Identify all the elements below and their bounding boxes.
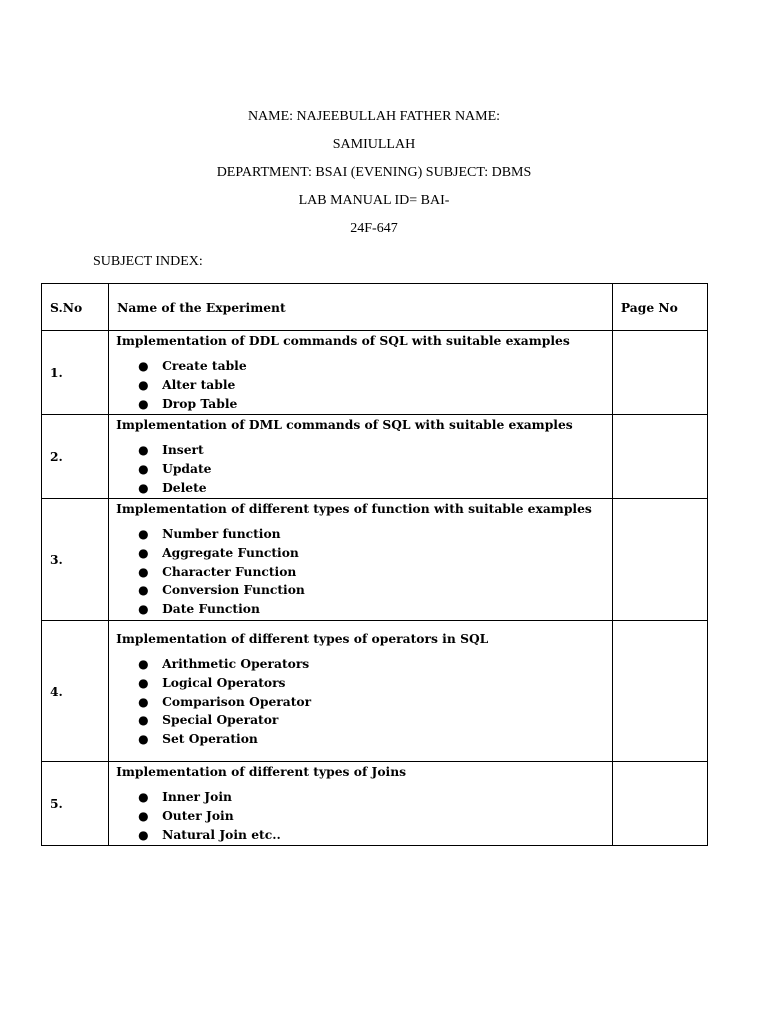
list-item: ● Alter table — [162, 376, 612, 395]
experiment-title: Implementation of different types of function with suitable examples — [116, 501, 592, 516]
list-item: ● Special Operator — [162, 711, 612, 730]
subject-index-label: SUBJECT INDEX: — [93, 254, 203, 269]
list-item: ● Delete — [162, 479, 612, 498]
bullet-icon: ● — [138, 827, 149, 842]
row-experiment — [109, 621, 613, 762]
table-row — [42, 415, 708, 499]
bullet-icon: ● — [138, 808, 149, 823]
bullet-icon: ● — [138, 694, 149, 709]
bullet-icon: ● — [138, 713, 149, 728]
row-experiment — [109, 499, 613, 621]
bullet-icon: ● — [138, 602, 149, 617]
experiment-items — [116, 441, 612, 497]
table-row — [42, 621, 708, 762]
header-name-line: NAME: NAJEEBULLAH FATHER NAME: — [247, 109, 501, 124]
bullet-icon: ● — [138, 583, 149, 598]
bullet-icon: ● — [138, 527, 149, 541]
list-item: ● Arithmetic Operators — [162, 655, 612, 674]
bullet-icon: ● — [138, 461, 149, 476]
experiment-items — [116, 655, 612, 749]
row-page-no — [612, 762, 707, 846]
row-sno: 1. — [42, 331, 109, 415]
header-department-line: DEPARTMENT: BSAI (EVENING) SUBJECT: DBMS — [216, 165, 532, 180]
table-row — [42, 331, 708, 415]
bullet-icon: ● — [138, 443, 149, 457]
experiment-title: Implementation of DML commands of SQL with suitable examples — [116, 417, 573, 432]
list-item: ● Outer Join — [162, 807, 612, 826]
bullet-icon: ● — [138, 657, 149, 671]
header-father-name: SAMIULLAH — [332, 137, 416, 152]
row-page-no — [612, 499, 707, 621]
list-item: ● Natural Join etc.. — [162, 826, 612, 845]
bullet-icon: ● — [138, 675, 149, 690]
list-item: ● Insert — [162, 441, 612, 460]
list-item: ● Update — [162, 460, 612, 479]
list-item: ● Create table — [162, 357, 612, 376]
experiment-title: Implementation of different types of Joins — [116, 764, 407, 779]
header-page-no: Page No — [612, 284, 707, 331]
list-item: ● Character Function — [162, 563, 612, 582]
bullet-icon: ● — [138, 564, 149, 579]
row-sno: 2. — [42, 415, 109, 499]
list-item: ● Number function — [162, 525, 612, 544]
list-item: ● Comparison Operator — [162, 693, 612, 712]
bullet-icon: ● — [138, 732, 149, 747]
row-sno: 5. — [42, 762, 109, 846]
table-row — [42, 499, 708, 621]
header-experiment-name: Name of the Experiment — [109, 284, 613, 331]
table-row — [42, 762, 708, 846]
row-experiment — [109, 331, 613, 415]
row-experiment — [109, 415, 613, 499]
bullet-icon: ● — [138, 480, 149, 495]
row-experiment — [109, 762, 613, 846]
experiment-items — [116, 788, 612, 844]
experiment-items — [116, 525, 612, 619]
experiment-title: Implementation of DDL commands of SQL with suitable examples — [116, 333, 570, 348]
row-page-no — [612, 621, 707, 762]
bullet-icon: ● — [138, 359, 149, 373]
row-sno: 3. — [42, 499, 109, 621]
header-lab-manual-id: LAB MANUAL ID= BAI- — [298, 193, 450, 208]
experiment-title: Implementation of different types of operators in SQL — [116, 631, 489, 646]
list-item: ● Aggregate Function — [162, 544, 612, 563]
row-sno: 4. — [42, 621, 109, 762]
row-page-no — [612, 415, 707, 499]
list-item: ● Conversion Function — [162, 581, 612, 600]
header-sno: S.No — [42, 284, 109, 331]
bullet-icon: ● — [138, 396, 149, 411]
list-item: ● Set Operation — [162, 730, 612, 749]
list-item: ● Logical Operators — [162, 674, 612, 693]
experiment-items — [116, 357, 612, 413]
bullet-icon: ● — [138, 377, 149, 392]
list-item: ● Drop Table — [162, 395, 612, 414]
header-lab-manual-id-cont: 24F-647 — [350, 221, 398, 236]
row-page-no — [612, 331, 707, 415]
list-item: ● Date Function — [162, 600, 612, 619]
bullet-icon: ● — [138, 790, 149, 804]
experiment-index-table — [41, 283, 708, 846]
bullet-icon: ● — [138, 545, 149, 560]
list-item: ● Inner Join — [162, 788, 612, 807]
table-header-row — [42, 284, 708, 331]
